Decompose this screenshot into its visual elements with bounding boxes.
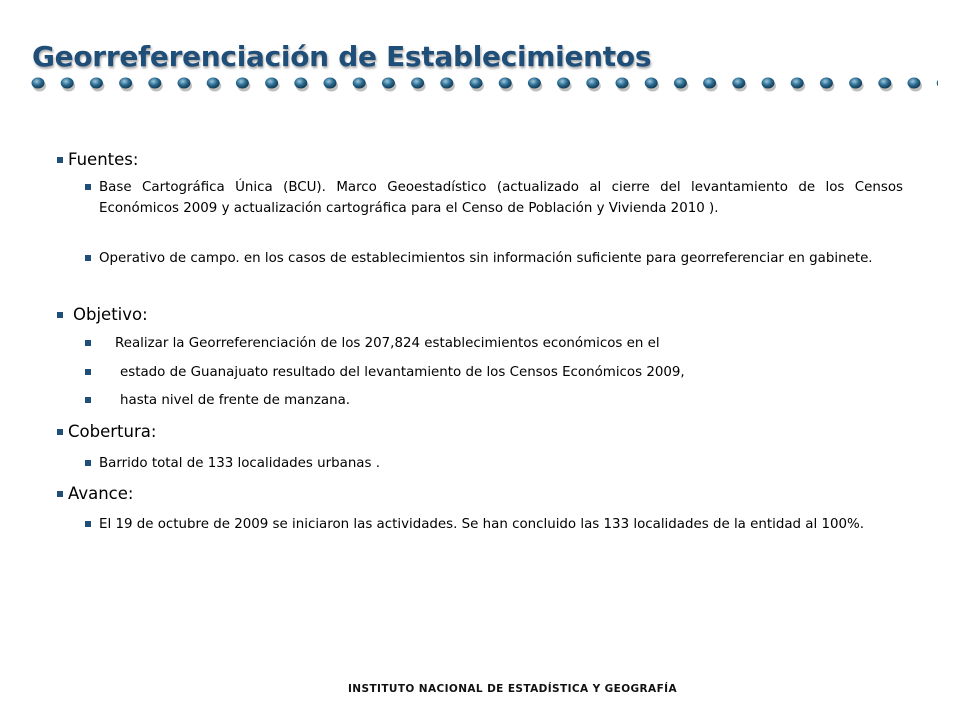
list-item xyxy=(85,514,903,535)
list-item-text: estado de Guanajuato resultado del levantamiento de los Censos Económicos 2009, xyxy=(120,365,685,380)
square-bullet-icon xyxy=(85,397,91,403)
square-bullet-icon xyxy=(85,184,91,190)
section-objetivo xyxy=(57,305,148,325)
square-bullet-icon xyxy=(57,312,63,318)
square-bullet-icon xyxy=(57,491,63,497)
list-item-text: Base Cartográfica Única (BCU). Marco Geoestadístico (actualizado al cierre del levantamiento de los Censos Económicos 2009 y actualización cartográfica para el Censo de Población y Vivienda 2010 ). xyxy=(99,180,903,216)
list-item-text: Realizar la Georreferenciación de los 207,824 establecimientos económicos en el xyxy=(115,336,660,351)
page-title: Georreferenciación de Establecimientos xyxy=(32,40,652,73)
list-item xyxy=(85,177,903,219)
list-item-text: El 19 de octubre de 2009 se iniciaron las actividades. Se han concluido las 133 localidades de la entidad al 100%. xyxy=(99,517,865,532)
list-item xyxy=(85,333,903,354)
list-item xyxy=(85,248,903,269)
footer-institution: INSTITUTO NACIONAL DE ESTADÍSTICA Y GEOGRAFÍA xyxy=(348,683,677,695)
square-bullet-icon xyxy=(85,521,91,527)
section-heading: Avance: xyxy=(68,484,134,503)
list-item xyxy=(85,390,903,411)
square-bullet-icon xyxy=(85,460,91,466)
list-item xyxy=(85,453,903,474)
square-bullet-icon xyxy=(57,429,63,435)
square-bullet-icon xyxy=(85,340,91,346)
section-heading: Objetivo: xyxy=(73,305,148,324)
list-item-text: Barrido total de 133 localidades urbanas . xyxy=(99,456,381,471)
section-heading: Cobertura: xyxy=(68,422,157,441)
section-cobertura xyxy=(57,422,156,442)
list-item-text: hasta nivel de frente de manzana. xyxy=(120,393,351,408)
list-item xyxy=(85,362,903,383)
square-bullet-icon xyxy=(85,255,91,261)
section-avance xyxy=(57,484,133,504)
square-bullet-icon xyxy=(57,157,63,163)
section-heading: Fuentes: xyxy=(68,150,139,169)
square-bullet-icon xyxy=(85,369,91,375)
section-fuentes xyxy=(57,150,138,170)
list-item-text: Operativo de campo. en los casos de establecimientos sin información suficiente para georreferenciar en gabinete. xyxy=(99,251,873,266)
